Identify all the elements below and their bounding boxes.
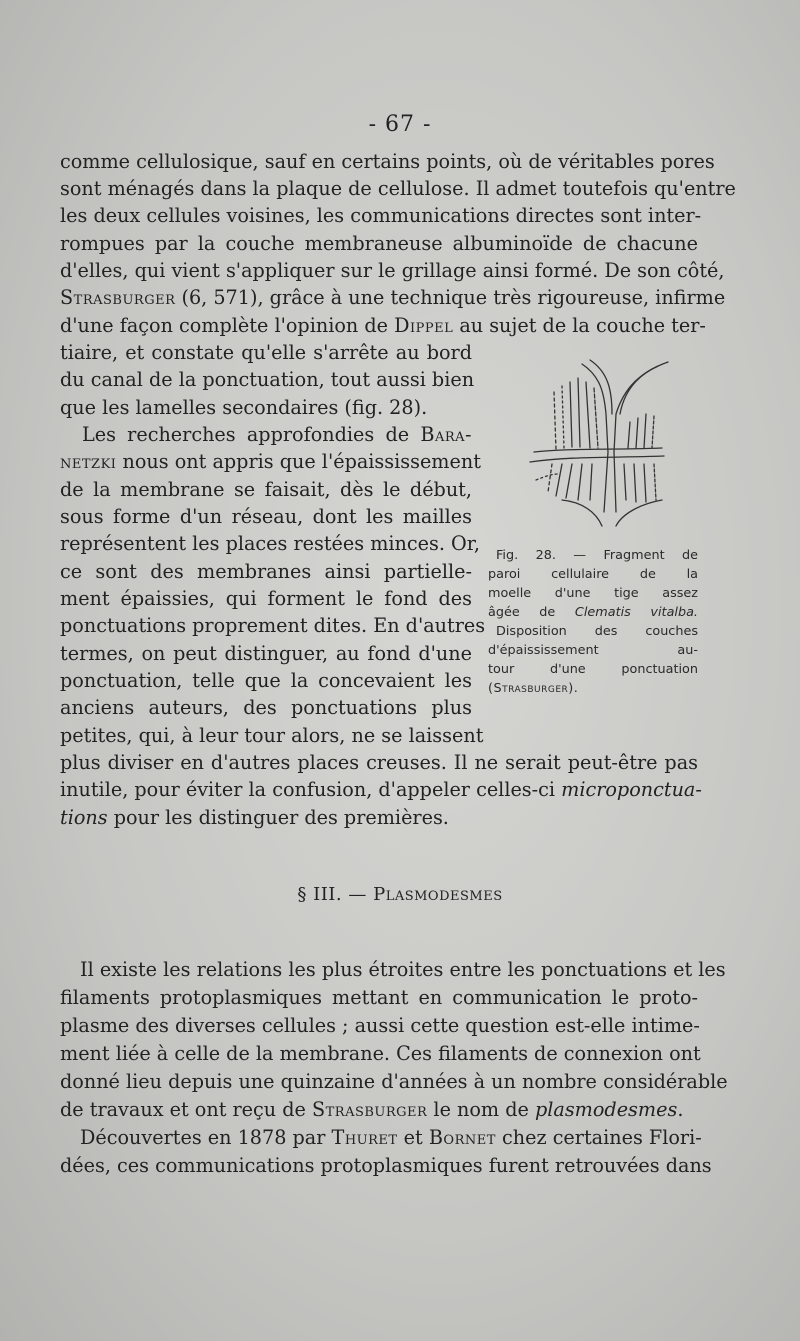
italic-term: tions — [60, 806, 108, 829]
text-line: Découvertes en 1878 par Thuret et Bornet chez certaines Flori- — [80, 1126, 702, 1149]
text-line: rompues par la couche membraneuse albuminoïde de chacune — [60, 232, 698, 255]
caption-line: âgée de Clematis vitalba. — [488, 605, 698, 620]
text-line: ponctuation, telle que la concevaient les — [60, 669, 472, 692]
text-line: plasme des diverses cellules ; aussi cette question est-elle intime- — [60, 1014, 700, 1037]
caption-line: Fig. 28. — Fragment de — [496, 548, 698, 563]
text-line: anciens auteurs, des ponctuations plus — [60, 696, 472, 719]
author-name: Strasburger — [311, 1098, 428, 1121]
text-line: plus diviser en d'autres places creuses. Il ne serait peut-être pas — [60, 751, 698, 774]
caption-line: d'épaississement au- — [488, 643, 698, 658]
text-line: ce sont des membranes ainsi partielle- — [60, 560, 472, 583]
author-name: (Strasburger). — [488, 681, 579, 696]
author-name: Bara- — [420, 423, 472, 446]
author-name: Bornet — [428, 1126, 496, 1149]
figure-caption — [488, 546, 698, 698]
text-line: ment épaissies, qui forment le fond des — [60, 587, 472, 610]
text-line: d'une façon complète l'opinion de Dippel au sujet de la couche ter- — [60, 314, 706, 337]
author-name: Strasburger — [60, 286, 176, 309]
author-name: Dippel — [394, 314, 454, 337]
text-line: de la membrane se faisait, dès le début, — [60, 478, 472, 501]
caption-line: paroi cellulaire de la — [488, 567, 698, 582]
text-line: Il existe les relations les plus étroites entre les ponctuations et les — [80, 958, 726, 981]
italic-term: plasmodesmes — [534, 1098, 678, 1121]
caption-line: moelle d'une tige assez — [488, 586, 698, 601]
text-line: dées, ces communications protoplasmiques furent retrouvées dans — [60, 1154, 712, 1177]
text-line: les deux cellules voisines, les communications directes sont inter- — [60, 204, 702, 227]
text-line: représentent les places restées minces. Or, — [60, 532, 480, 555]
caption-line: tour d'une ponctuation — [488, 662, 698, 677]
author-name: Thuret — [331, 1126, 398, 1149]
text-line: d'elles, qui vient s'appliquer sur le grillage ainsi formé. De son côté, — [60, 259, 725, 282]
cell-wall-drawing — [512, 352, 672, 530]
text-line: que les lamelles secondaires (fig. 28). — [60, 396, 428, 419]
text-line: netzki nous ont appris que l'épaississement — [60, 450, 481, 473]
author-name: netzki — [60, 450, 117, 473]
text-line: Strasburger (6, 571), grâce à une technique très rigoureuse, infirme — [60, 286, 726, 309]
text-line: petites, qui, à leur tour alors, ne se laissent — [60, 724, 484, 747]
text-line: du canal de la ponctuation, tout aussi bien — [60, 368, 475, 391]
text-line: tions pour les distinguer des premières. — [60, 806, 449, 829]
text-line: de travaux et ont reçu de Strasburger le nom de plasmodesmes. — [60, 1098, 684, 1121]
text-line: sous forme d'un réseau, dont les mailles — [60, 505, 472, 528]
caption-line: Disposition des couches — [496, 624, 698, 639]
italic-term: microponctua- — [561, 778, 702, 801]
text-line: ment liée à celle de la membrane. Ces filaments de connexion ont — [60, 1042, 701, 1065]
caption-line — [488, 679, 698, 698]
section-heading: § III. — Plasmodesmes — [297, 884, 503, 905]
text-line: tiaire, et constate qu'elle s'arrête au bord — [60, 341, 472, 364]
italic-term: Clematis vitalba. — [574, 605, 698, 620]
text-line: donné lieu depuis une quinzaine d'années à un nombre considérable — [60, 1070, 728, 1093]
page-number: - 67 - — [368, 112, 432, 137]
text-line: filaments protoplasmiques mettant en communication le proto- — [60, 986, 698, 1009]
text-line: sont ménagés dans la plaque de cellulose. Il admet toutefois qu'entre — [60, 177, 736, 200]
text-line: termes, on peut distinguer, au fond d'une — [60, 642, 472, 665]
text-line: comme cellulosique, sauf en certains points, où de véritables pores — [60, 150, 715, 173]
text-line: ponctuations proprement dites. En d'autres — [60, 614, 486, 637]
section-title: Plasmodesmes — [373, 884, 503, 905]
text-line: Les recherches approfondies de Bara- — [82, 423, 472, 446]
figure-28-illustration — [512, 352, 672, 530]
text-line: inutile, pour éviter la confusion, d'appeler celles-ci microponctua- — [60, 778, 702, 801]
